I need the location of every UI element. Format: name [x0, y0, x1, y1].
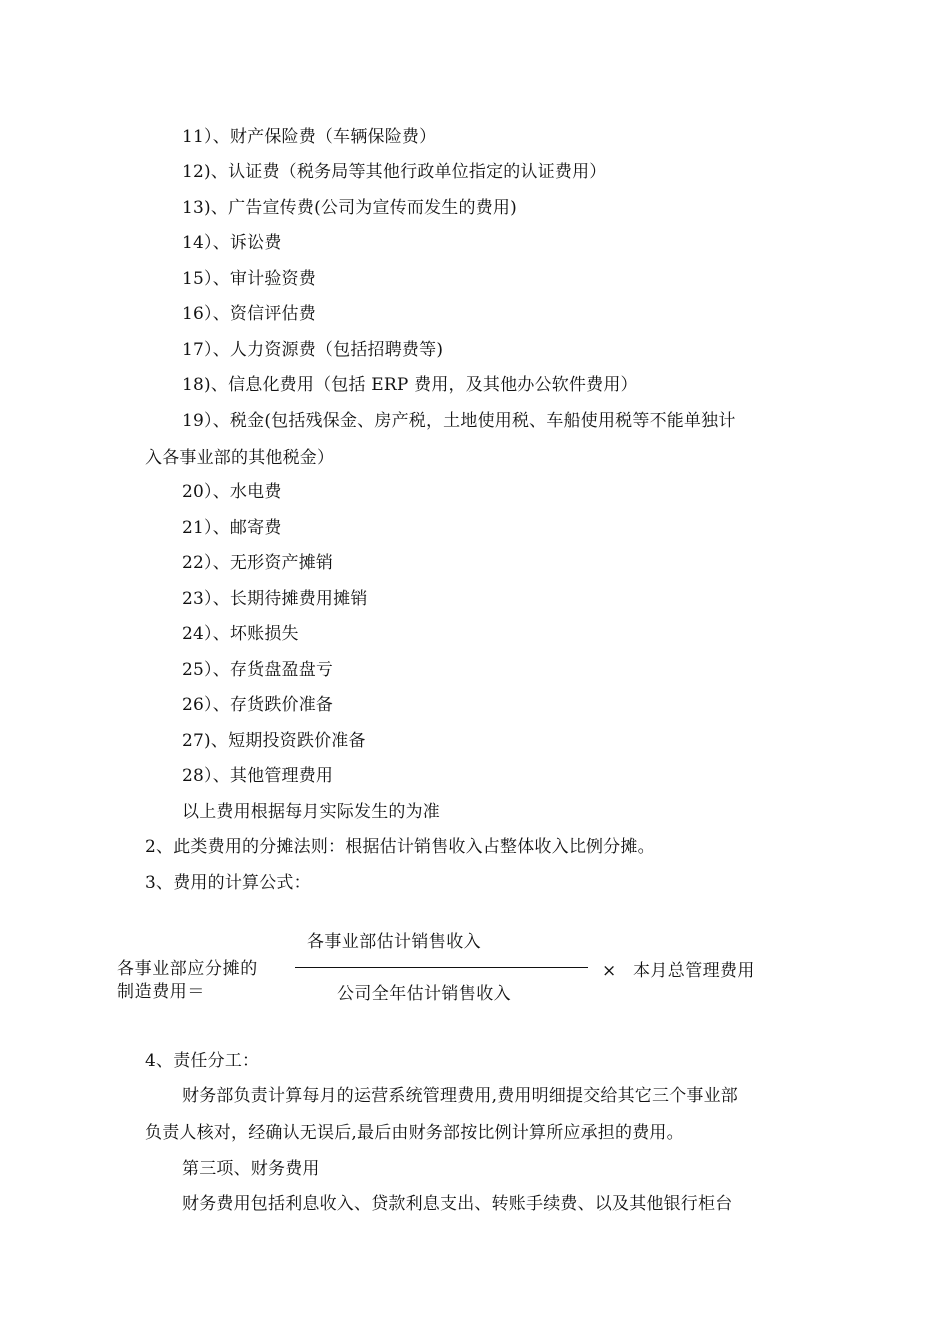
formula-lhs: [117, 958, 289, 1004]
section-4-heading: 4、责任分工：: [145, 1051, 260, 1071]
list-item: 12)、认证费（税务局等其他行政单位指定的认证费用）: [182, 162, 607, 182]
list-item-continuation: 入各事业部的其他税金）: [145, 448, 335, 468]
list-note: 以上费用根据每月实际发生的为准: [182, 802, 440, 822]
list-item: 23）、长期待摊费用摊销: [182, 589, 368, 609]
paragraph-line: 负责人核对，经确认无误后,最后由财务部按比例计算所应承担的费用。: [145, 1123, 684, 1143]
list-item: 11）、财产保险费（车辆保险费）: [182, 127, 437, 147]
list-item: 28）、其他管理费用: [182, 766, 334, 786]
list-item: 19）、税金(包括残保金、房产税，土地使用税、车船使用税等不能单独计: [182, 411, 736, 431]
paragraph-line: 财务费用包括利息收入、贷款利息支出、转账手续费、以及其他银行柜台: [182, 1194, 733, 1214]
list-item: 13)、广告宣传费(公司为宣传而发生的费用): [182, 198, 517, 218]
multiply-operator: ×: [602, 961, 617, 981]
formula-rhs: 本月总管理费用: [633, 961, 755, 981]
list-item: 20）、水电费: [182, 482, 282, 502]
list-item: 25）、存货盘盈盘亏: [182, 660, 334, 680]
fraction-bar: [295, 967, 588, 968]
list-item: 17）、人力资源费（包括招聘费等): [182, 340, 444, 360]
formula-numerator: 各事业部估计销售收入: [307, 932, 481, 952]
formula-denominator: 公司全年估计销售收入: [337, 984, 511, 1004]
list-item: 24）、坏账损失: [182, 624, 299, 644]
paragraph-line: 财务部负责计算每月的运营系统管理费用,费用明细提交给其它三个事业部: [182, 1086, 739, 1106]
formula-lhs-line1: 各事业部应分摊的: [117, 959, 258, 979]
subsection-heading: 第三项、财务费用: [182, 1159, 320, 1179]
list-item: 21）、邮寄费: [182, 518, 282, 538]
list-item: 15）、审计验资费: [182, 269, 316, 289]
list-item: 22）、无形资产摊销: [182, 553, 334, 573]
formula-lhs-line2: 制造费用＝: [117, 982, 205, 1002]
list-item: 18)、信息化费用（包括 ERP 费用，及其他办公软件费用）: [182, 375, 638, 395]
list-item: 26）、存货跌价准备: [182, 695, 334, 715]
section-2-text: 2、此类费用的分摊法则：根据估计销售收入占整体收入比例分摊。: [145, 837, 655, 857]
list-item: 14）、诉讼费: [182, 233, 282, 253]
section-3-heading: 3、费用的计算公式：: [145, 873, 311, 893]
list-item: 27)、短期投资跌价准备: [182, 731, 366, 751]
list-item: 16）、资信评估费: [182, 304, 316, 324]
